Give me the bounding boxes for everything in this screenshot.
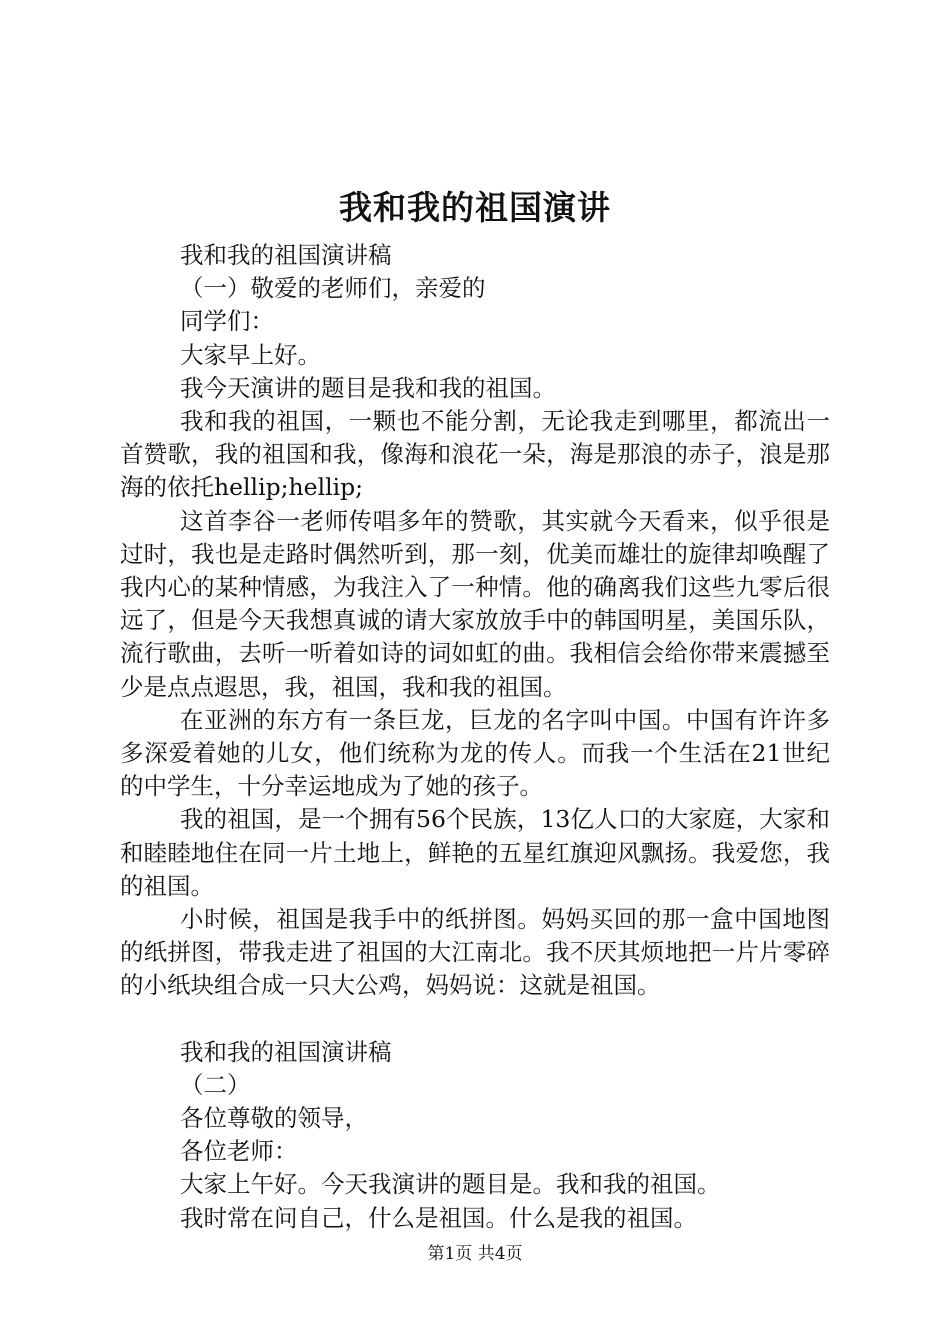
document-body	[120, 239, 830, 1235]
paragraph: 在亚洲的东方有一条巨龙，巨龙的名字叫中国。中国有许许多多深爱着她的儿女，他们统称为龙的传人。而我一个生活在21世纪的中学生，十分幸运地成为了她的孩子。	[120, 705, 830, 801]
paragraph: 小时候，祖国是我手中的纸拼图。妈妈买回的那一盒中国地图的纸拼图，带我走进了祖国的大江南北。我不厌其烦地把一片片零碎的小纸块组合成一只大公鸡，妈妈说：这就是祖国。	[120, 905, 830, 1000]
section1-greeting: 同学们：	[180, 307, 274, 336]
section1-morning: 大家早上好。	[180, 340, 321, 369]
paragraph: 我的祖国，是一个拥有56个民族，13亿人口的大家庭，大家和和睦睦地住在同一片土地上，鲜艳的五星红旗迎风飘扬。我爱您，我的祖国。	[120, 805, 830, 900]
section2-question: 我时常在问自己，什么是祖国。什么是我的祖国。	[180, 1203, 697, 1232]
paragraph: 我和我的祖国，一颗也不能分割，无论我走到哪里，都流出一首赞歌，我的祖国和我，像海和浪花一朵，海是那浪的赤子，浪是那海的依托hellip;hellip;	[120, 407, 830, 502]
page-number: 第1页 共4页	[427, 1244, 523, 1264]
section-spacer	[120, 1003, 830, 1036]
section2-greeting-teachers: 各位老师：	[180, 1137, 298, 1166]
section1-subheading: （一）敬爱的老师们，亲爱的	[180, 274, 486, 303]
section1-topic: 我今天演讲的题目是我和我的祖国。	[180, 373, 556, 402]
section2-opening: 大家上午好。今天我演讲的题目是。我和我的祖国。	[180, 1170, 721, 1199]
section2-heading: 我和我的祖国演讲稿	[180, 1037, 392, 1066]
document-title: 我和我的祖国演讲	[339, 188, 611, 227]
section2-greeting-leaders: 各位尊敬的领导，	[180, 1104, 368, 1133]
paragraph: 这首李谷一老师传唱多年的赞歌，其实就今天看来，似乎很是过时，我也是走路时偶然听到，那一刻，优美而雄壮的旋律却唤醒了我内心的某种情感，为我注入了一种情。他的确离我们这些九零后很远了，但是今天我想真诚的请大家放放手中的韩国明星，美国乐队，流行歌曲，去听一听着如诗的词如虹的曲。我相信会给你带来震撼至少是点点遐思，我，祖国，我和我的祖国。	[120, 506, 830, 701]
section1-heading: 我和我的祖国演讲稿	[180, 241, 392, 269]
section2-subheading: （二）	[180, 1070, 251, 1099]
